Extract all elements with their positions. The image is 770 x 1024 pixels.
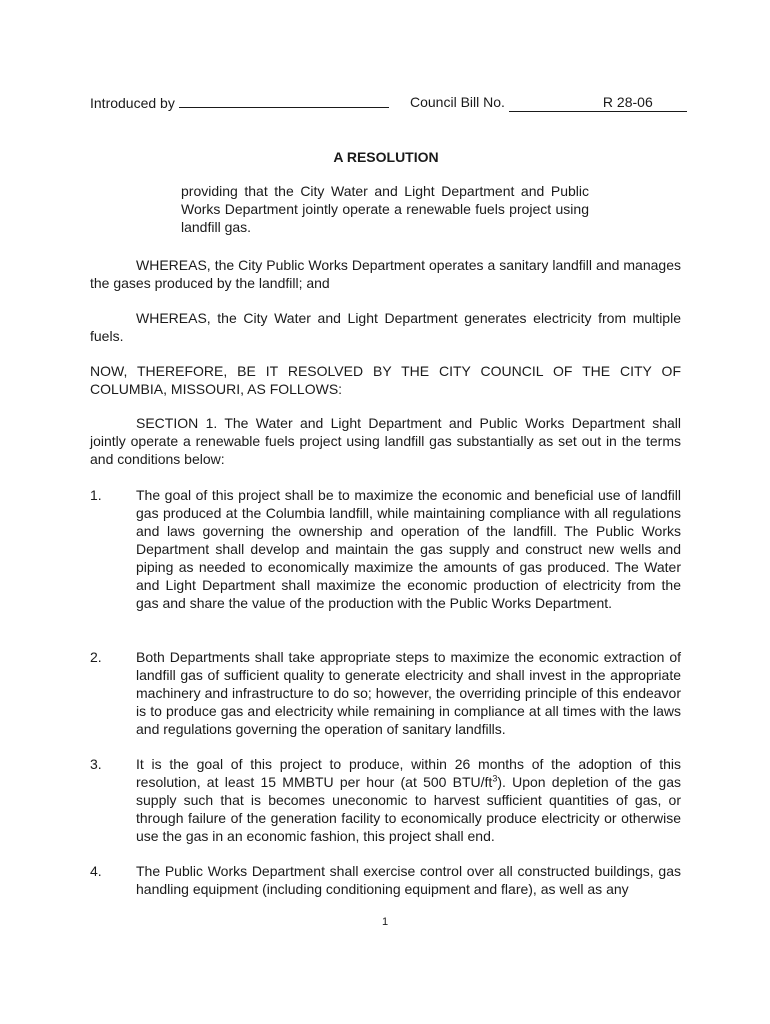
introduced-by-blank — [179, 93, 389, 108]
introduced-by — [90, 93, 389, 112]
page-number: 1 — [381, 916, 389, 928]
introduced-by-label: Introduced by — [90, 95, 175, 111]
list-item-number: 2. — [90, 649, 102, 665]
list-item-number: 4. — [90, 863, 102, 879]
list-item-number: 3. — [90, 756, 102, 772]
list-item-text: Both Departments shall take appropriate steps to maximize the economic extraction of landfill gas of sufficient quality to generate electricity and shall invest in the appropriate machinery and infrastructure to do so; however, the overriding principle of this endeavor is to produce gas and electricity while remaining in compliance at all times with the laws and regulations governing the operation of sanitary landfills. — [136, 649, 681, 737]
whereas-clause-2: WHEREAS, the City Water and Light Department generates electricity from multiple fuels. — [90, 310, 681, 344]
whereas-clause-1: WHEREAS, the City Public Works Department operates a sanitary landfill and manages the gases produced by the landfill; and — [90, 257, 681, 291]
purpose-clause: providing that the City Water and Light Department and Public Works Department jointly operate a renewable fuels project using landfill gas. — [181, 183, 589, 235]
section-1: SECTION 1. The Water and Light Department and Public Works Department shall jointly operate a renewable fuels project using landfill gas substantially as set out in the terms and conditions below: — [90, 415, 681, 467]
resolved-clause: NOW, THEREFORE, BE IT RESOLVED BY THE CITY COUNCIL OF THE CITY OF COLUMBIA, MISSOURI, AS FOLLOWS: — [90, 363, 681, 397]
list-item-text-part-2: ). Upon depletion of the gas supply such that is becomes uneconomic to harvest sufficient quantities of gas, or through failure of the generation facility to economically produce electricity or otherwise use the gas in an economic fashion, this project shall end. — [136, 774, 681, 844]
list-item-text: The Public Works Department shall exercise control over all constructed buildings, gas handling equipment (including conditioning equipment and flare), as well as any — [136, 863, 681, 897]
superscript: 3 — [492, 773, 498, 784]
council-bill — [410, 93, 687, 112]
council-bill-label: Council Bill No. — [410, 94, 505, 110]
header-line — [90, 93, 682, 113]
list-item-text — [136, 755, 681, 845]
list-item-text-part-1: It is the goal of this project to produce, within 26 months of the adoption of this resolution, at least 15 MMBTU per hour (at 500 BTU/ft — [136, 756, 681, 790]
council-bill-number: R 28-06 — [509, 93, 687, 112]
list-item-number: 1. — [90, 487, 102, 503]
list-item-text: The goal of this project shall be to maximize the economic and beneficial use of landfill gas produced at the Columbia landfill, while maintaining compliance with all regulations and laws governing the ownership and operation of the landfill. The Public Works Department shall develop and maintain the gas supply and construct new wells and piping as needed to economically maximize the amounts of gas produced. The Water and Light Department shall maximize the economic production of electricity from the gas and share the value of the production with the Public Works Department. — [136, 487, 681, 611]
document-title: A RESOLUTION — [333, 149, 439, 165]
